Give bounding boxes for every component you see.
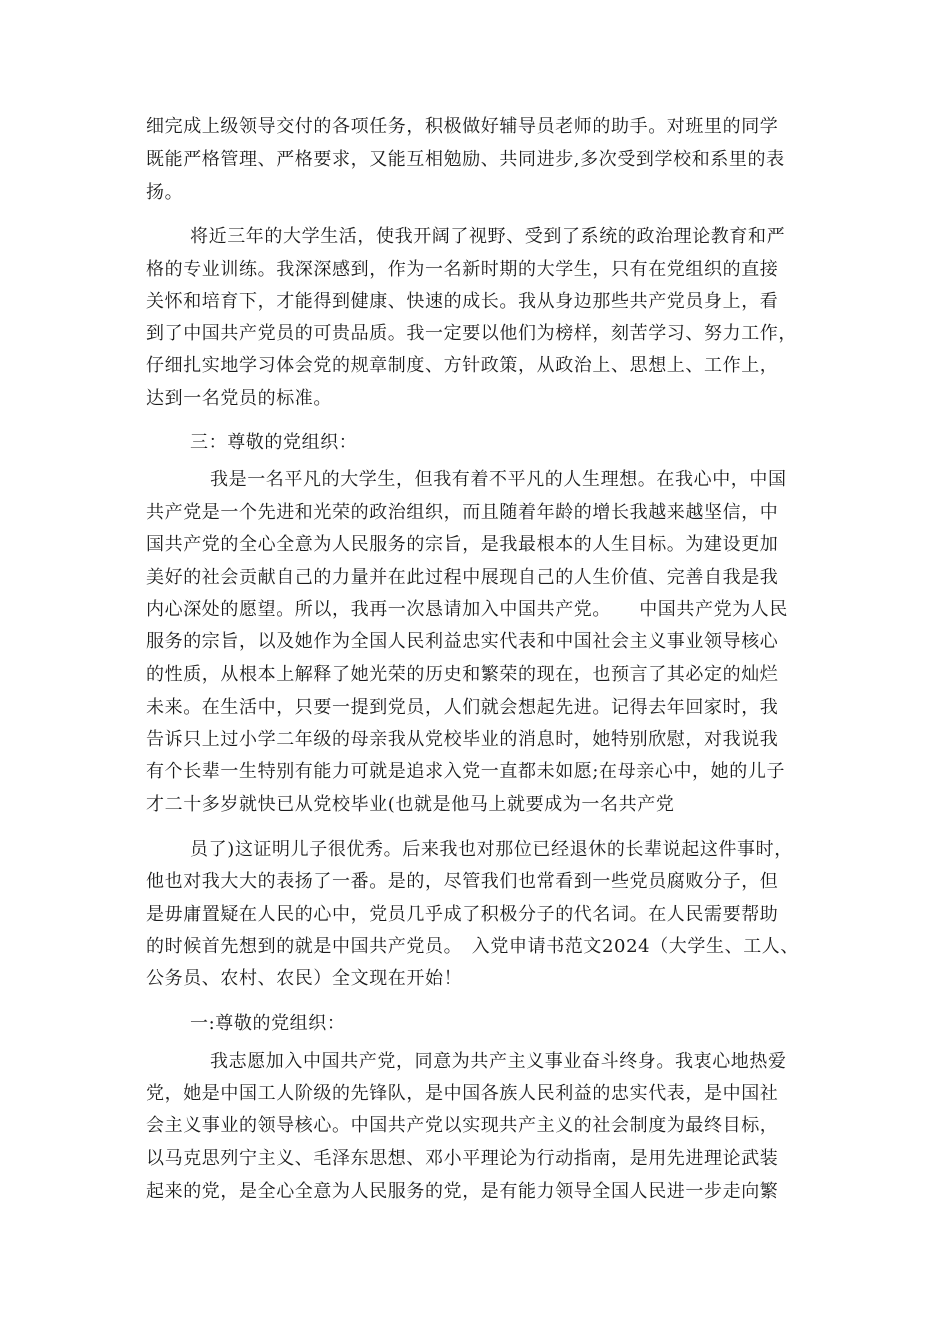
- text-line: 国共产党的全心全意为人民服务的宗旨，是我最根本的人生目标。为建设更加: [146, 534, 779, 555]
- text-line: 党，她是中国工人阶级的先锋队，是中国各族人民利益的忠实代表，是中国社: [146, 1083, 779, 1104]
- section-heading: 一:尊敬的党组织：: [190, 1013, 346, 1034]
- text-line: 既能严格管理、严格要求，又能互相勉励、共同进步,多次受到学校和系里的表: [146, 149, 785, 170]
- text-line: 公务员、农村、农民）全文现在开始！: [146, 968, 463, 989]
- section-heading: 三：尊敬的党组织：: [190, 432, 358, 453]
- text-line: 关怀和培育下，才能得到健康、快速的成长。我从身边那些共产党员身上，看: [146, 291, 779, 312]
- text-line: 才二十多岁就快已从党校毕业(也就是他马上就要成为一名共产党: [146, 794, 675, 815]
- text-line: 起来的党，是全心全意为人民服务的党，是有能力领导全国人民进一步走向繁: [146, 1181, 779, 1202]
- text-line: 共产党是一个先进和光荣的政治组织，而且随着年龄的增长我越来越坚信，中: [146, 502, 779, 523]
- text-line: 的性质，从根本上解释了她光荣的历史和繁荣的现在，也预言了其必定的灿烂: [146, 664, 779, 685]
- text-line: 会主义事业的领导核心。中国共产党以实现共产主义的社会制度为最终目标，: [146, 1115, 779, 1136]
- text-line: 将近三年的大学生活，使我开阔了视野、受到了系统的政治理论教育和严: [190, 226, 786, 247]
- text-line: 他也对我大大的表扬了一番。是的，尽管我们也常看到一些党员腐败分子，但: [146, 871, 779, 892]
- text-line: 格的专业训练。我深深感到，作为一名新时期的大学生，只有在党组织的直接: [146, 259, 779, 280]
- text-line: 有个长辈一生特别有能力可就是追求入党一直都未如愿;在母亲心中，她的儿子: [146, 761, 786, 782]
- text-line: 到了中国共产党员的可贵品质。我一定要以他们为榜样，刻苦学习、努力工作，: [146, 323, 797, 344]
- text-line: 告诉只上过小学二年级的母亲我从党校毕业的消息时，她特别欣慰，对我说我: [146, 729, 779, 750]
- text-line: 仔细扎实地学习体会党的规章制度、方针政策，从政治上、思想上、工作上，: [146, 355, 779, 376]
- text-line: 我是一名平凡的大学生，但我有着不平凡的人生理想。在我心中，中国: [210, 469, 787, 490]
- text-line: 扬。: [146, 182, 184, 203]
- text-line: 员了)这证明儿子很优秀。后来我也对那位已经退休的长辈说起这件事时，: [190, 839, 793, 860]
- text-line: 的时候首先想到的就是中国共产党员。 入党申请书范文2024（大学生、工人、: [146, 936, 800, 957]
- text-line: 内心深处的愿望。所以，我再一次恳请加入中国共产党。 中国共产党为人民: [146, 599, 788, 620]
- text-line: 美好的社会贡献自己的力量并在此过程中展现自己的人生价值、完善自我是我: [146, 567, 779, 588]
- text-line: 细完成上级领导交付的各项任务，积极做好辅导员老师的助手。对班里的同学: [146, 116, 779, 137]
- text-line: 以马克思列宁主义、毛泽东思想、邓小平理论为行动指南，是用先进理论武装: [146, 1148, 779, 1169]
- text-line: 是毋庸置疑在人民的心中，党员几乎成了积极分子的代名词。在人民需要帮助: [146, 904, 779, 925]
- text-line: 我志愿加入中国共产党，同意为共产主义事业奋斗终身。我衷心地热爱: [210, 1051, 787, 1072]
- text-line: 未来。在生活中，只要一提到党员，人们就会想起先进。记得去年回家时，我: [146, 697, 779, 718]
- text-line: 达到一名党员的标准。: [146, 388, 332, 409]
- text-line: 服务的宗旨，以及她作为全国人民利益忠实代表和中国社会主义事业领导核心: [146, 631, 779, 652]
